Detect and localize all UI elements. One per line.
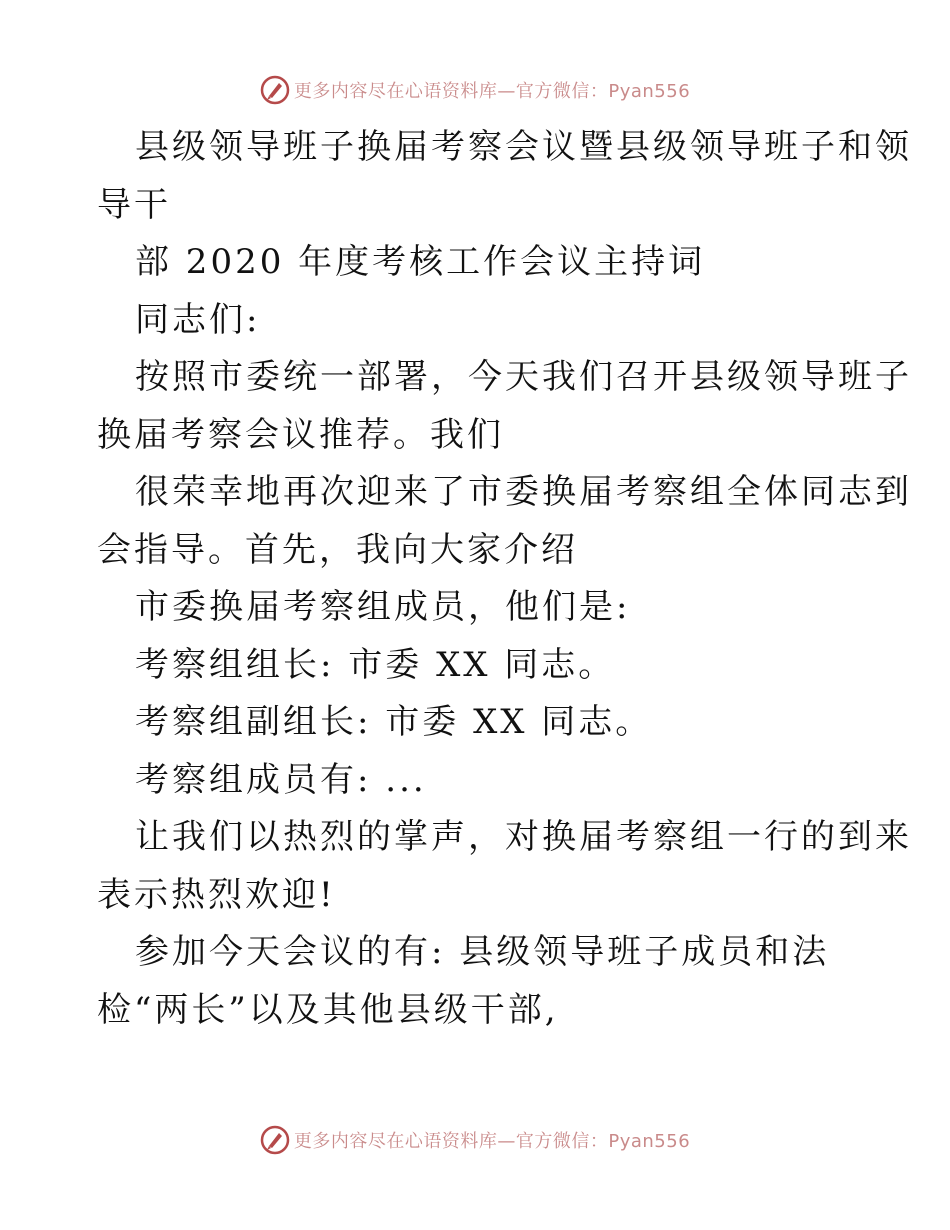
text-line: 考察组组长: 市委 XX 同志。 [135, 644, 616, 685]
text-line: 县级领导班子换届考察会议暨县级领导班子和领 [135, 127, 912, 167]
text-line: 换届考察会议推荐。我们 [97, 414, 504, 455]
text-line: 同志们: [135, 299, 261, 340]
footer-banner-text: 更多内容尽在心语资料库—官方微信：Pyan556 [293, 1131, 691, 1152]
text-line: 考察组成员有: ... [135, 759, 427, 800]
footer-banner [0, 1120, 950, 1160]
text-line: 考察组副组长: 市委 XX 同志。 [135, 702, 653, 742]
document-body [97, 119, 912, 1039]
text-line: 导干 [97, 184, 171, 225]
text-line: 市委换届考察组成员，他们是: [135, 587, 631, 627]
text-line: 按照市委统一部署，今天我们召开县级领导班子 [135, 357, 912, 397]
text-line: 让我们以热烈的掌声，对换届考察组一行的到来 [135, 817, 912, 857]
text-line: 参加今天会议的有: 县级领导班子成员和法 [135, 932, 830, 972]
header-banner [0, 70, 950, 110]
text-line: 会指导。首先，我向大家介绍 [97, 529, 578, 570]
pen-nib-logo-icon [260, 1125, 290, 1155]
pen-nib-logo-icon [260, 75, 290, 105]
header-banner-text: 更多内容尽在心语资料库—官方微信：Pyan556 [293, 81, 691, 102]
text-line: 表示热烈欢迎! [97, 874, 336, 915]
text-line: 检“两长”以及其他县级干部, [97, 989, 559, 1030]
text-line: 很荣幸地再次迎来了市委换届考察组全体同志到 [135, 472, 912, 512]
text-line: 部 2020 年度考核工作会议主持词 [135, 242, 706, 282]
